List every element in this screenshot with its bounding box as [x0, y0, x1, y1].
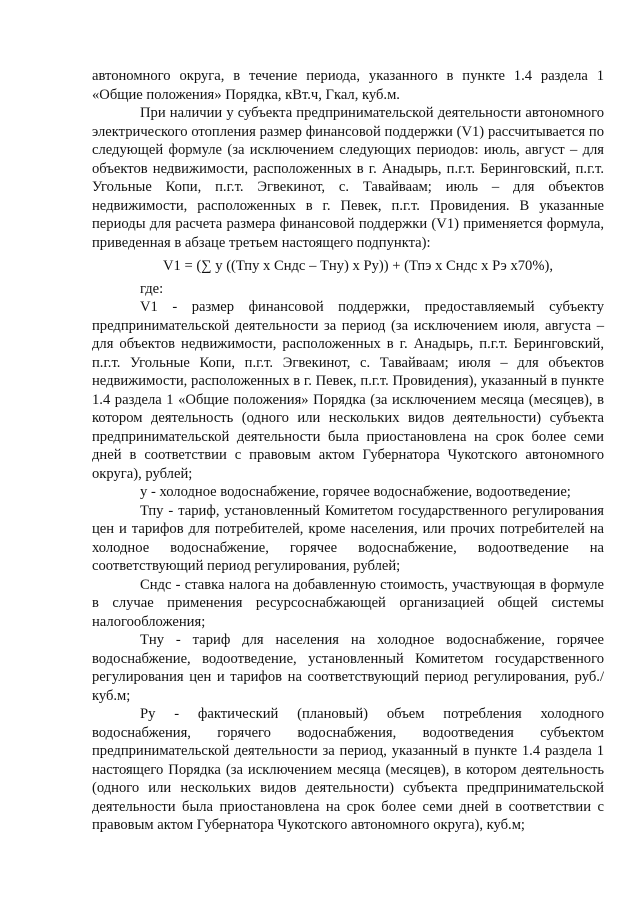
definition-y: у - холодное водоснабжение, горячее водоснабжение, водоотведение; [140, 484, 571, 500]
document-body [92, 67, 604, 835]
formula-v1: V1 = (∑ у ((Тпу х Сндс – Тну) х Ру)) + (Тпэ х Сндс х Рэ х70%), [162, 258, 554, 274]
definition-tnu: Тну - тариф для населения на холодное водоснабжение, горячее водоснабжение, водоотведение, установленный Комитетом государственного регулирования цен и тарифов на соответствующий период регулирования, руб./куб.м; [92, 632, 604, 704]
paragraph-where: где: [140, 280, 164, 297]
definition-tpu: Тпу - тариф, установленный Комитетом государственного регулирования цен и тарифов для потребителей, кроме населения, или прочих потребителей на холодное водоснабжение, горячее водоснабжение, водоотведение на соответствующий период регулирования, рублей; [92, 502, 604, 574]
paragraph-continuation: автономного округа, в течение периода, указанного в пункте 1.4 раздела 1 «Общие положения» Порядка, кВт.ч, Гкал, куб.м. [92, 68, 604, 103]
definition-ru: Ру - фактический (плановый) объем потребления холодного водоснабжения, горячего водоснабжения, водоотведения субъектом предпринимательской деятельности за период, указанный в пункте 1.4 раздела 1 настоящего Порядка (за исключением месяца (месяцев), в котором деятельность (одного или нескольких видов деятельности) субъекта предпринимательской деятельности была приостановлена на срок более семи дней в соответствии с правовым актом Губернатора Чукотского автономного округа), куб.м; [92, 706, 604, 833]
definition-v1: V1 - размер финансовой поддержки, предоставляемый субъекту предпринимательской деятельности за период (за исключением июля, августа – для объектов недвижимости, расположенных в г. Анадырь, п.г.т. Беринговский, п.г.т. Угольные Копи, п.г.т. Эгвекинот, с. Тавайваам; июля – для объектов недвижимости, расположенных в г. Певек, п.г.т. Провидения), указанный в пункте 1.4 раздела 1 «Общие положения» Порядка (за исключением месяца (месяцев), в котором деятельность (одного или нескольких видов деятельности) субъекта предпринимательской деятельности была приостановлена на срок более семи дней в соответствии с правовым актом Губернатора Чукотского автономного округа), рублей; [92, 299, 604, 482]
definition-snds: Сндс - ставка налога на добавленную стоимость, участвующая в формуле в случае применения ресурсоснабжающей организацией общей системы налогообложения; [92, 576, 604, 630]
paragraph-electric-heating: При наличии у субъекта предпринимательской деятельности автономного электрического отопления размер финансовой поддержки (V1) рассчитывается по следующей формуле (за исключением следующих периодов: июль, август – для объектов недвижимости, расположенных в г. Анадырь, п.г.т. Беринговский, п.г.т. Угольные Копи, п.г.т. Эгвекинот, с. Тавайваам; июль – для объектов недвижимости, расположенных в г. Певек, п.г.т. Провидения. В указанные периоды для расчета размера финансовой поддержки (V1) применяется формула, приведенная в абзаце третьем настоящего подпункта): [92, 105, 604, 251]
